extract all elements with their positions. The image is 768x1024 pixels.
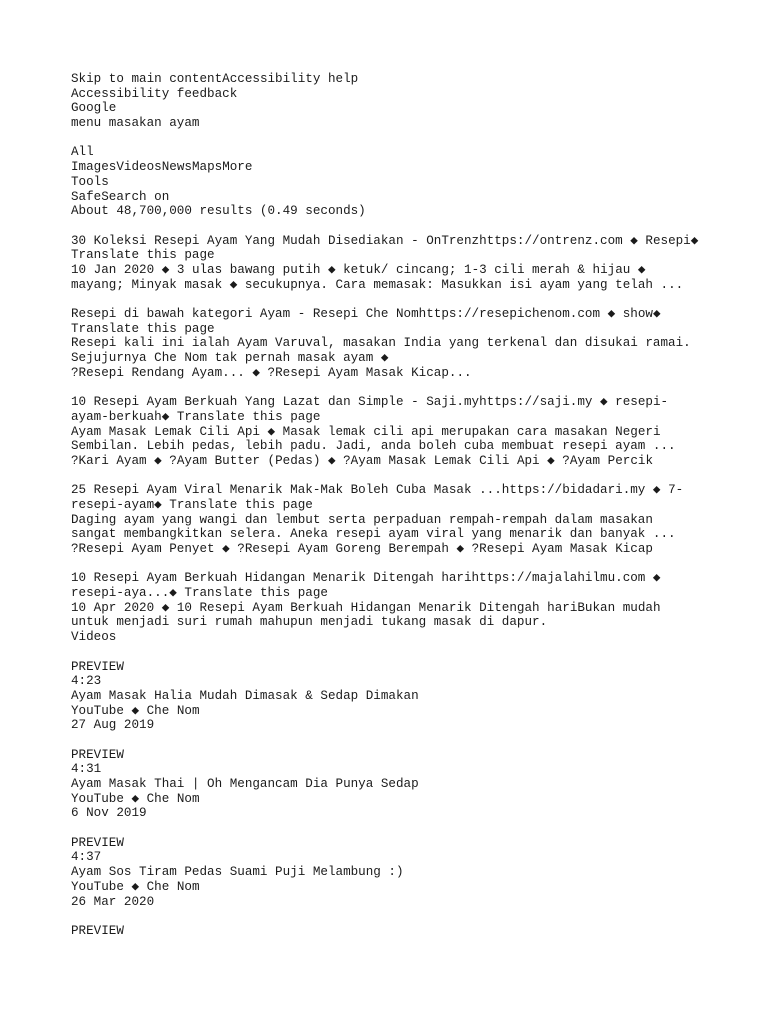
spacer — [71, 380, 761, 395]
result-title-link[interactable]: 10 Resepi Ayam Berkuah Yang Lazat dan Simple - Saji.myhttps://saji.my ◆ resepi- — [71, 395, 669, 410]
result-stats: About 48,700,000 results (0.49 seconds) — [71, 204, 366, 219]
spacer — [71, 821, 761, 836]
result-snippet: Daging ayam yang wangi dan lembut serta perpaduan rempah-rempah dalam masakan — [71, 512, 653, 527]
accessibility-feedback-link[interactable]: Accessibility feedback — [71, 86, 238, 101]
result-snippet: untuk menjadi suri rumah mahupun menjadi tukang masak di dapur. — [71, 615, 548, 630]
video-date: 6 Nov 2019 — [71, 806, 147, 821]
video-title-link[interactable]: Ayam Masak Thai | Oh Mengancam Dia Punya Sedap — [71, 777, 419, 791]
video-result[interactable] — [71, 924, 761, 939]
result-snippet: 10 Apr 2020 ◆ 10 Resepi Ayam Berkuah Hidangan Menarik Ditengah hariBukan mudah — [71, 600, 661, 615]
video-preview-label[interactable]: PREVIEW — [71, 923, 124, 938]
tab-maps[interactable]: Maps — [191, 160, 223, 175]
tab-all[interactable]: All — [71, 145, 94, 160]
header-links-row — [71, 72, 761, 87]
result-snippet: Sembilan. Lebih pedas, lebih padu. Jadi, anda boleh cuba membuat resepi ayam ... — [71, 439, 676, 454]
result-title-link[interactable]: Resepi di bawah kategori Ayam - Resepi Che Nomhttps://resepichenom.com ◆ show◆ — [71, 307, 661, 321]
video-source: YouTube ◆ Che Nom — [71, 703, 200, 718]
result-snippet: sangat membangkitkan selera. Aneka resepi ayam viral yang menarik dan banyak ... — [71, 527, 676, 542]
spacer — [71, 219, 761, 234]
result-snippet: mayang; Minyak masak ◆ secukupnya. Cara memasak: Masukkan isi ayam yang telah ... — [71, 277, 684, 292]
tab-videos[interactable]: Videos — [116, 160, 162, 175]
videos-heading: Videos — [71, 630, 117, 645]
result-snippet: Sejujurnya Che Nom tak pernah masak ayam ◆ — [71, 351, 389, 366]
spacer — [71, 131, 761, 146]
tab-news[interactable]: News — [161, 160, 192, 175]
translate-page-link[interactable]: Translate this page — [71, 248, 215, 263]
spacer — [71, 469, 761, 484]
spacer — [71, 292, 761, 307]
result-snippet: 10 Jan 2020 ◆ 3 ulas bawang putih ◆ ketuk/ cincang; 1-3 cili merah & hijau ◆ — [71, 262, 646, 277]
video-duration: 4:37 — [71, 850, 102, 865]
result-sitelinks[interactable]: ?Kari Ayam ◆ ?Ayam Butter (Pedas) ◆ ?Ayam Masak Lemak Cili Api ◆ ?Ayam Percik — [71, 453, 653, 468]
tab-images[interactable]: Images — [71, 160, 117, 175]
skip-to-main-content-link[interactable]: Skip to main content — [71, 72, 223, 86]
search-input[interactable]: menu masakan ayam — [71, 116, 200, 131]
video-source: YouTube ◆ Che Nom — [71, 879, 200, 894]
result-snippet: Resepi kali ini ialah Ayam Varuval, masakan India yang terkenal dan disukai ramai. — [71, 336, 691, 351]
result-title-link[interactable]: 10 Resepi Ayam Berkuah Hidangan Menarik Ditengah harihttps://majalahilmu.com ◆ — [71, 571, 661, 586]
video-title-link[interactable]: Ayam Masak Halia Mudah Dimasak & Sedap Dimakan — [71, 688, 419, 703]
video-date: 26 Mar 2020 — [71, 894, 155, 909]
tab-more[interactable]: More — [222, 160, 253, 175]
video-duration: 4:23 — [71, 674, 102, 689]
search-result — [71, 571, 761, 630]
safesearch-toggle[interactable]: SafeSearch on — [71, 189, 170, 204]
result-snippet: Ayam Masak Lemak Cili Api ◆ Masak lemak cili api merupakan cara masakan Negeri — [71, 424, 661, 439]
result-title-link[interactable]: 25 Resepi Ayam Viral Menarik Mak-Mak Boleh Cuba Masak ...https://bidadari.my ◆ 7- — [71, 483, 684, 498]
video-title-link[interactable]: Ayam Sos Tiram Pedas Suami Puji Melambung :) — [71, 865, 404, 880]
result-sitelinks[interactable]: ?Resepi Rendang Ayam... ◆ ?Resepi Ayam Masak Kicap... — [71, 365, 472, 380]
result-title-link[interactable]: 30 Koleksi Resepi Ayam Yang Mudah Disediakan - OnTrenzhttps://ontrenz.com ◆ Resepi◆ — [71, 233, 699, 248]
translate-page-link[interactable]: resepi-ayam◆ Translate this page — [71, 497, 313, 512]
search-result — [71, 483, 761, 556]
video-preview-label[interactable]: PREVIEW — [71, 835, 124, 850]
accessibility-help-link[interactable]: Accessibility help — [222, 72, 359, 86]
search-result — [71, 395, 761, 468]
tools-button[interactable]: Tools — [71, 174, 109, 189]
spacer — [71, 645, 761, 660]
spacer — [71, 733, 761, 748]
video-result[interactable] — [71, 660, 761, 733]
video-source: YouTube ◆ Che Nom — [71, 791, 200, 806]
video-result[interactable] — [71, 836, 761, 909]
translate-page-link[interactable]: Translate this page — [71, 321, 215, 336]
search-tabs-row — [71, 160, 761, 175]
search-results-page — [71, 72, 761, 939]
video-result[interactable] — [71, 748, 761, 821]
spacer — [71, 909, 761, 924]
video-preview-label[interactable]: PREVIEW — [71, 659, 124, 674]
search-result — [71, 234, 761, 293]
translate-page-link[interactable]: resepi-aya...◆ Translate this page — [71, 586, 328, 601]
spacer — [71, 557, 761, 572]
video-preview-label[interactable]: PREVIEW — [71, 747, 124, 762]
video-date: 27 Aug 2019 — [71, 718, 155, 733]
google-logo[interactable]: Google — [71, 101, 117, 116]
search-result — [71, 307, 761, 380]
result-sitelinks[interactable]: ?Resepi Ayam Penyet ◆ ?Resepi Ayam Goreng Berempah ◆ ?Resepi Ayam Masak Kicap — [71, 542, 653, 556]
video-duration: 4:31 — [71, 762, 102, 777]
translate-page-link[interactable]: ayam-berkuah◆ Translate this page — [71, 409, 321, 424]
